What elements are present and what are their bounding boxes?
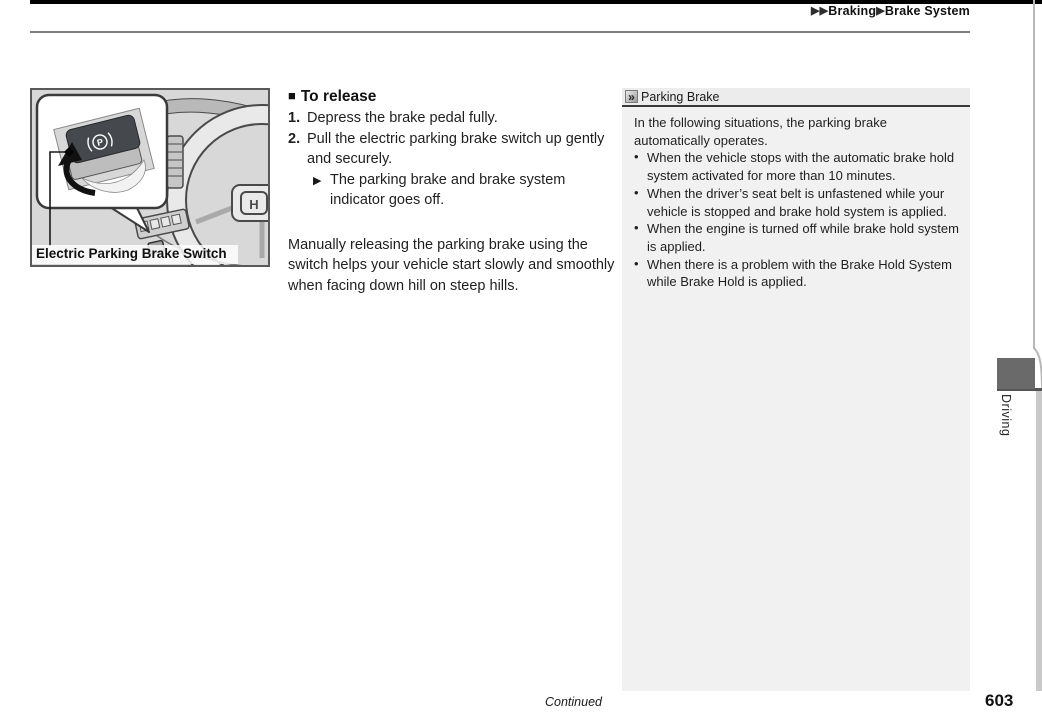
note-box-header — [622, 88, 970, 107]
step-number: 1. — [288, 110, 301, 126]
header-rule — [30, 31, 970, 33]
step-1 — [288, 108, 622, 129]
list-item-text: When the engine is turned off while brake hold system is applied. — [647, 221, 959, 254]
section-heading — [288, 86, 622, 107]
section-heading-text: To release — [300, 88, 377, 105]
page-edge-line — [1033, 0, 1035, 349]
breadcrumb-subsection: Brake System — [884, 4, 970, 18]
bullet-icon: • — [634, 220, 639, 236]
dashboard-drawing — [32, 90, 268, 265]
release-instructions — [288, 86, 622, 296]
page-edge-strip — [1036, 390, 1042, 691]
bullet-icon: • — [634, 149, 639, 165]
breadcrumb-arrows-icon: ▶▶ — [810, 5, 829, 17]
release-note-paragraph: Manually releasing the parking brake using the switch helps your vehicle start slowly and smoothly when facing down hill on steep hills. — [288, 236, 615, 294]
note-intro: In the following situations, the parking brake automatically operates. — [634, 115, 887, 148]
note-box-body — [622, 107, 970, 291]
substep-text: The parking brake and brake system indicator goes off. — [330, 171, 566, 208]
bullet-icon: • — [634, 184, 639, 200]
section-marker-icon: ■ — [288, 88, 296, 103]
chapter-tab-label: Driving — [999, 394, 1013, 437]
triangle-bullet-icon: ▶ — [313, 174, 322, 187]
note-box-title: Parking Brake — [641, 89, 720, 104]
list-item — [634, 220, 964, 255]
chapter-tab-marker — [997, 358, 1035, 389]
parking-brake-illustration — [30, 88, 270, 267]
step-2-result — [313, 170, 622, 211]
list-item-text: When the driver’s seat belt is unfastened while your vehicle is stopped and brake hold system is applied. — [647, 185, 947, 219]
figure-caption: Electric Parking Brake Switch — [32, 245, 238, 264]
breadcrumb-arrow-icon: ▶ — [876, 5, 885, 17]
continued-note: Continued — [545, 695, 602, 709]
list-item — [634, 256, 964, 291]
step-number: 2. — [288, 130, 301, 147]
page-number: 603 — [985, 691, 1014, 710]
steering-logo-letter: H — [249, 197, 259, 212]
bullet-icon: • — [634, 255, 639, 271]
reference-chevrons-icon: » — [625, 90, 638, 103]
step-text: Pull the electric parking brake switch up gently and securely. — [307, 130, 605, 167]
step-2 — [288, 129, 622, 170]
list-item-text: When the vehicle stops with the automatic brake hold system activated for more than 10 minutes. — [647, 150, 955, 184]
step-text: Depress the brake pedal fully. — [307, 110, 498, 126]
note-bullet-list — [634, 149, 964, 291]
breadcrumb-section: Braking — [828, 4, 877, 18]
list-item-text: When there is a problem with the Brake Hold System while Brake Hold is applied. — [647, 256, 952, 290]
svg-text:P: P — [95, 136, 105, 148]
breadcrumb — [811, 4, 970, 18]
parking-brake-note-box — [622, 88, 970, 691]
list-item — [634, 149, 964, 184]
list-item — [634, 185, 964, 220]
